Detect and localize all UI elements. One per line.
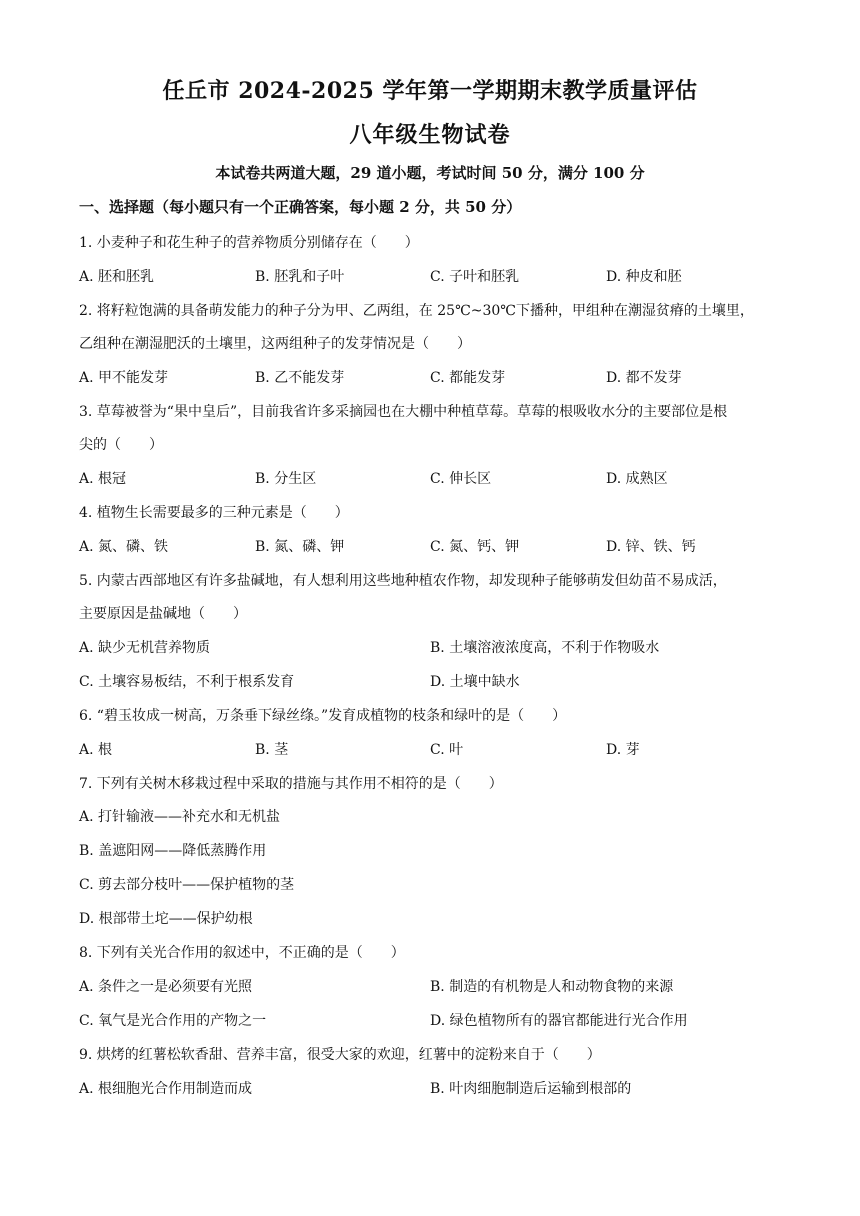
q5-option-c: C. 土壤容易板结，不利于根系发育 <box>79 674 295 690</box>
q1-option-b: B. 胚乳和子叶 <box>255 269 345 285</box>
q9-option-a: A. 根细胞光合作用制造而成 <box>79 1081 253 1097</box>
question-8-text: 8. 下列有关光合作用的叙述中，不正确的是（ ） <box>79 945 405 961</box>
q8-option-a: A. 条件之一是必须要有光照 <box>79 979 253 995</box>
question-2-text-line1: 2. 将籽粒饱满的具备萌发能力的种子分为甲、乙两组，在 25℃~30℃下播种，甲组种在潮湿贫瘠的土壤里， <box>79 303 754 319</box>
q3-option-d: D. 成熟区 <box>606 471 668 487</box>
question-3-text-line2: 尖的（ ） <box>79 437 163 453</box>
q7-option-b: B. 盖遮阳网——降低蒸腾作用 <box>79 843 267 859</box>
q4-option-c: C. 氮、钙、钾 <box>430 539 520 555</box>
exam-info: 本试卷共两道大题，29 道小题，考试时间 50 分，满分 100 分 <box>215 164 645 182</box>
q2-option-c: C. 都能发芽 <box>430 370 506 386</box>
question-1-text: 1. 小麦种子和花生种子的营养物质分别储存在（ ） <box>79 235 419 251</box>
q5-option-b: B. 土壤溶液浓度高，不利于作物吸水 <box>430 640 660 656</box>
q7-option-a: A. 打针输液——补充水和无机盐 <box>79 809 281 825</box>
question-3-text-line1: 3. 草莓被誉为“果中皇后”，目前我省许多采摘园也在大棚中种植草莓。草莓的根吸收水分的主要部位是根 <box>79 404 728 420</box>
q3-option-a: A. 根冠 <box>79 471 127 487</box>
question-7-text: 7. 下列有关树木移栽过程中采取的措施与其作用不相符的是（ ） <box>79 776 503 792</box>
q3-option-c: C. 伸长区 <box>430 471 492 487</box>
question-6-text: 6. “碧玉妆成一树高，万条垂下绿丝绦。”发育成植物的枝条和绿叶的是（ ） <box>79 708 567 724</box>
question-4-text: 4. 植物生长需要最多的三种元素是（ ） <box>79 505 349 521</box>
q3-option-b: B. 分生区 <box>255 471 317 487</box>
question-2-text-line2: 乙组种在潮湿肥沃的土壤里，这两组种子的发芽情况是（ ） <box>79 336 471 352</box>
q1-option-c: C. 子叶和胚乳 <box>430 269 520 285</box>
q8-option-b: B. 制造的有机物是人和动物食物的来源 <box>430 979 674 995</box>
q4-option-d: D. 锌、铁、钙 <box>606 539 696 555</box>
q6-option-d: D. 芽 <box>606 742 640 758</box>
question-5-text-line1: 5. 内蒙古西部地区有许多盐碱地，有人想利用这些地种植农作物，却发现种子能够萌发但幼苗不易成活， <box>79 573 727 589</box>
q1-option-d: D. 种皮和胚 <box>606 269 682 285</box>
question-9-text: 9. 烘烤的红薯松软香甜、营养丰富，很受大家的欢迎，红薯中的淀粉来自于（ ） <box>79 1047 601 1063</box>
q2-option-b: B. 乙不能发芽 <box>255 370 345 386</box>
q6-option-c: C. 叶 <box>430 742 464 758</box>
q6-option-a: A. 根 <box>79 742 113 758</box>
q5-option-d: D. 土壤中缺水 <box>430 674 520 690</box>
q7-option-c: C. 剪去部分枝叶——保护植物的茎 <box>79 877 295 893</box>
question-5-text-line2: 主要原因是盐碱地（ ） <box>79 606 247 622</box>
q6-option-b: B. 茎 <box>255 742 289 758</box>
q8-option-c: C. 氧气是光合作用的产物之一 <box>79 1013 267 1029</box>
q7-option-d: D. 根部带土坨——保护幼根 <box>79 911 253 927</box>
exam-subtitle: 八年级生物试卷 <box>349 122 511 148</box>
q4-option-b: B. 氮、磷、钾 <box>255 539 345 555</box>
section-heading: 一、选择题（每小题只有一个正确答案，每小题 2 分，共 50 分） <box>79 198 522 216</box>
q5-option-a: A. 缺少无机营养物质 <box>79 640 211 656</box>
q4-option-a: A. 氮、磷、铁 <box>79 539 169 555</box>
q1-option-a: A. 胚和胚乳 <box>79 269 155 285</box>
q2-option-a: A. 甲不能发芽 <box>79 370 169 386</box>
q9-option-b: B. 叶肉细胞制造后运输到根部的 <box>430 1081 632 1097</box>
q8-option-d: D. 绿色植物所有的器官都能进行光合作用 <box>430 1013 688 1029</box>
exam-title: 任丘市 2024-2025 学年第一学期期末教学质量评估 <box>162 78 698 104</box>
q2-option-d: D. 都不发芽 <box>606 370 682 386</box>
